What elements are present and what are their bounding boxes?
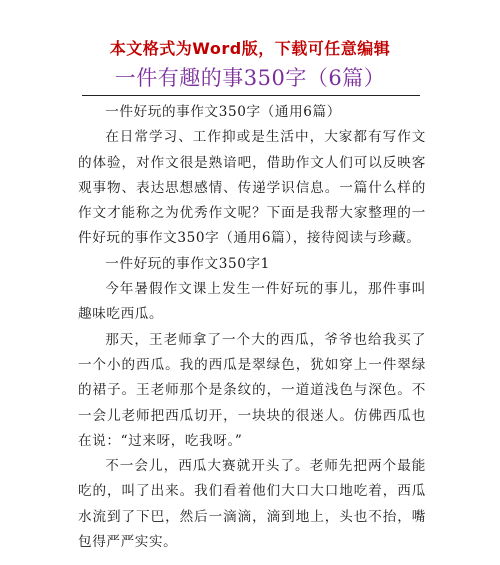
- subtitle-paragraph: 一件好玩的事作文350字（通用6篇）: [105, 104, 341, 120]
- intro-paragraph: 在日常学习、工作抑或是生活中，大家都有写作文的体验，对作文很是熟谙吧，借助作文人们可以反映客观事物、表达思想感情、传递学识信息。一篇什么样的作文才能称之为优秀作文呢？下面是我帮大家整理的一件好玩的事作文350字（通用6篇），接待阅读与珍藏。: [78, 129, 426, 247]
- body-paragraph: 那天，王老师拿了一个大的西瓜，爷爷也给我买了一个小的西瓜。我的西瓜是翠绿色，犹如穿上一件翠绿的裙子。王老师那个是条纹的，一道道浅色与深色。不一会儿老师把西瓜切开，一块块的很迷人。仿佛西瓜也在说：“过来呀，吃我呀。”: [78, 331, 426, 449]
- title-divider: [82, 95, 420, 96]
- format-notice-banner: 本文格式为Word版，下载可任意编辑: [109, 39, 391, 58]
- essay-heading: 一件好玩的事作文350字1: [105, 255, 270, 272]
- body-paragraph: 不一会儿，西瓜大赛就开头了。老师先把两个最能吃的，叫了出来。我们看着他们大口大口地吃着，西瓜水流到了下巴，然后一滴滴，滴到地上，头也不抬，嘴包得严严实实。: [78, 458, 426, 551]
- document-title: 一件有趣的事350字（6篇）: [114, 66, 386, 90]
- document-body: [78, 100, 426, 555]
- body-paragraph: 今年暑假作文课上发生一件好玩的事儿，那件事叫趣味吃西瓜。: [78, 281, 426, 323]
